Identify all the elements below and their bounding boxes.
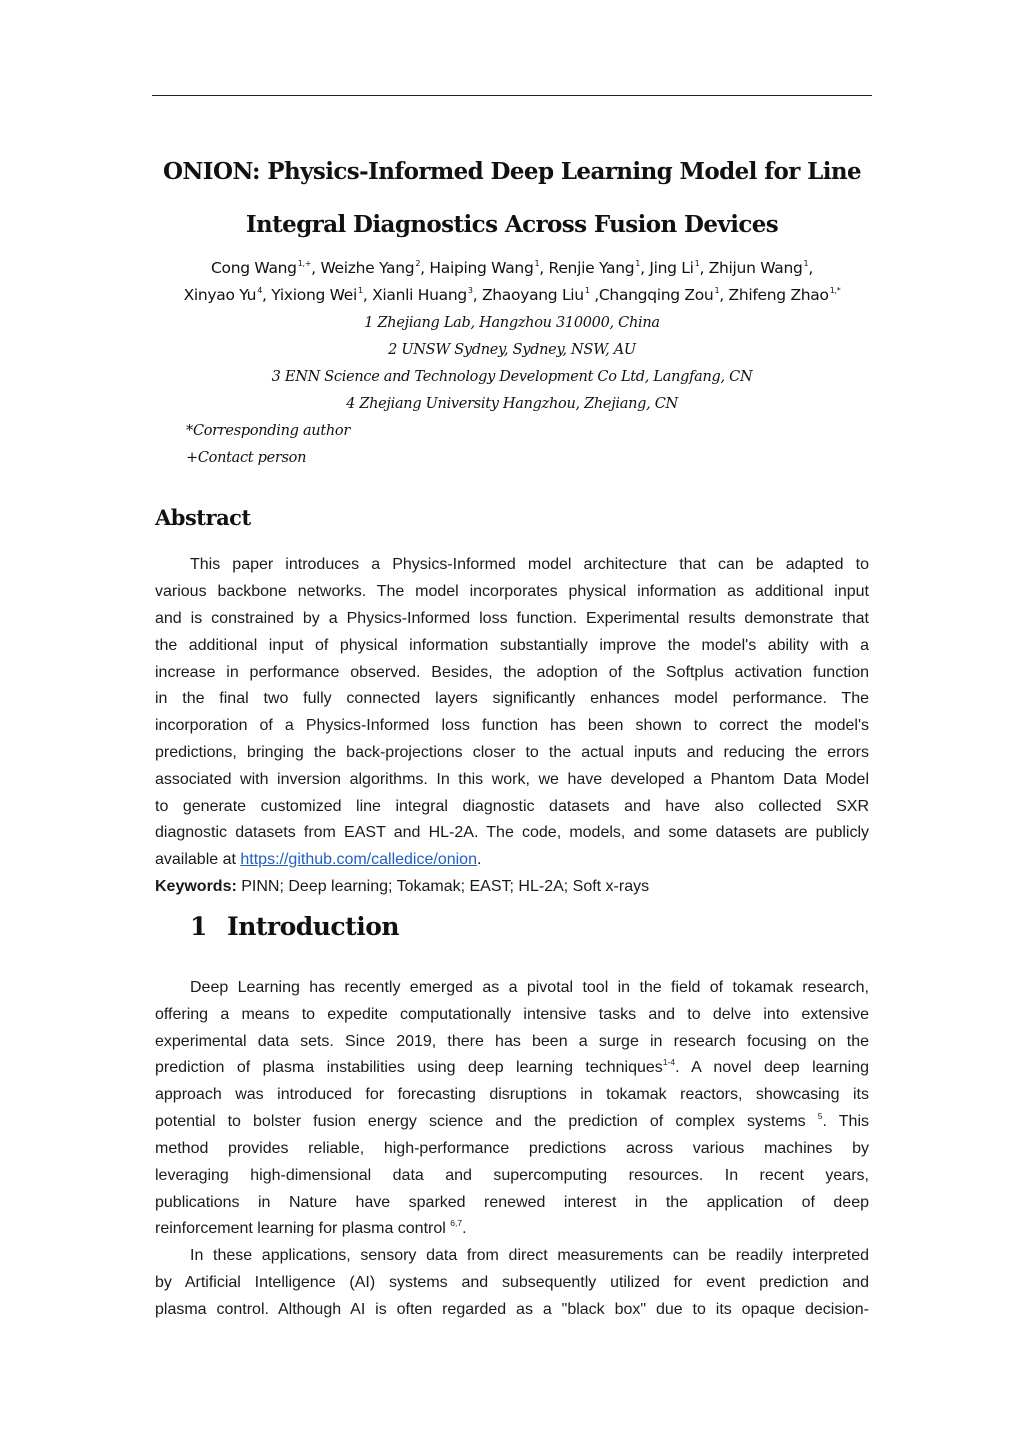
intro-line: plasma control. Although AI is often regarded as a "black box" due to its opaque decision- <box>155 1301 869 1318</box>
author: Jing Li$^1$, <box>649 259 709 277</box>
intro-line: In these applications, sensory data from direct measurements can be readily interpreted <box>190 1247 869 1264</box>
citation: 6,7 <box>450 1218 463 1228</box>
keywords-label: Keywords: <box>155 878 237 895</box>
intro-line: reinforcement learning for plasma control $^{6,7}$. <box>155 1218 467 1237</box>
abstract-line: associated with inversion algorithms. In this work, we have developed a Phantom Data Model <box>155 771 869 788</box>
author-list-line-1 <box>140 259 884 277</box>
citation: 1-4 <box>662 1057 676 1067</box>
abstract-line: the additional input of physical information substantially improve the model's ability with a <box>155 637 869 654</box>
author: Changqing Zou$^1$, <box>598 286 729 304</box>
intro-line: method provides reliable, high-performance predictions across various machines by <box>155 1140 869 1157</box>
abstract-line: increase in performance observed. Besides, the adoption of the Softplus activation function <box>155 664 869 681</box>
github-link[interactable]: https://github.com/calledice/onion <box>240 851 477 868</box>
abstract-line: various backbone networks. The model incorporates physical information as additional input <box>155 583 869 600</box>
author: Haiping Wang$^1$, <box>429 259 549 277</box>
keywords-line <box>155 877 869 897</box>
intro-line: offering a means to expedite computationally intensive tasks and to delve into extensive <box>155 1006 869 1023</box>
intro-line: leveraging high-dimensional data and supercomputing resources. In recent years, <box>155 1167 869 1184</box>
author: Xianli Huang$^3$, <box>372 286 482 304</box>
author: Xinyao Yu$^4$, <box>183 286 272 304</box>
intro-line: potential to bolster fusion energy science and the prediction of complex systems $^5$. This <box>155 1111 869 1130</box>
author: Renjie Yang$^1$, <box>548 259 650 277</box>
contact-person-note: +Contact person <box>186 450 307 466</box>
header-rule <box>152 95 872 96</box>
introduction-heading <box>190 912 399 941</box>
abstract-line: in the final two fully connected layers significantly enhances model performance. The <box>155 690 869 707</box>
abstract-heading: Abstract <box>155 505 251 530</box>
abstract-line: predictions, bringing the back-projections closer to the actual inputs and reducing the errors <box>155 744 869 761</box>
paper-title-line-2: Integral Diagnostics Across Fusion Devices <box>245 211 779 238</box>
author-list-line-2 <box>140 286 884 304</box>
author: Zhaoyang Liu$^1$ , <box>481 286 599 304</box>
abstract-line: This paper introduces a Physics-Informed model architecture that can be adapted to <box>190 556 869 573</box>
intro-line: publications in Nature have sparked renewed interest in the application of deep <box>155 1194 869 1211</box>
citation: 5 <box>817 1111 823 1121</box>
affiliation-4: 4 Zhejiang University Hangzhou, Zhejiang, CN <box>346 396 678 412</box>
affiliation-3: 3 ENN Science and Technology Development Co Ltd, Langfang, CN <box>271 369 753 385</box>
abstract-last-line: available at https://github.com/calledice/onion. <box>155 851 482 868</box>
abstract-line: and is constrained by a Physics-Informed loss function. Experimental results demonstrate that <box>155 610 869 627</box>
corresponding-author-note: *Corresponding author <box>186 423 350 439</box>
author: Zhijun Wang$^1$, <box>708 259 813 277</box>
author: Cong Wang$^{1,+}$, <box>211 259 321 277</box>
keywords-text: PINN; Deep learning; Tokamak; EAST; HL-2A; Soft x-rays <box>236 878 650 895</box>
author: Yixiong Wei$^1$, <box>271 286 373 304</box>
affiliation-1: 1 Zhejiang Lab, Hangzhou 310000, China <box>364 315 660 331</box>
author: Weizhe Yang$^2$, <box>320 259 430 277</box>
intro-line: Deep Learning has recently emerged as a pivotal tool in the field of tokamak research, <box>190 979 869 996</box>
intro-line: prediction of plasma instabilities using deep learning techniques$^{1-4}$. A novel deep learning <box>155 1057 869 1076</box>
affiliation-2: 2 UNSW Sydney, Sydney, NSW, AU <box>388 342 636 358</box>
abstract-line: diagnostic datasets from EAST and HL-2A. The code, models, and some datasets are publicly <box>155 824 869 841</box>
paper-title-line-1: ONION: Physics-Informed Deep Learning Model for Line <box>162 158 862 185</box>
intro-line: approach was introduced for forecasting disruptions in tokamak reactors, showcasing its <box>155 1086 869 1103</box>
section-number: 1 <box>190 912 207 941</box>
intro-line: experimental data sets. Since 2019, there has been a surge in research focusing on the <box>155 1033 869 1050</box>
abstract-line: incorporation of a Physics-Informed loss function has been shown to correct the model's <box>155 717 869 734</box>
section-title: Introduction <box>227 912 400 941</box>
intro-line: by Artificial Intelligence (AI) systems and subsequently utilized for event prediction and <box>155 1274 869 1291</box>
author: Zhifeng Zhao$^{1,*}$ <box>728 286 841 304</box>
abstract-line: to generate customized line integral diagnostic datasets and have also collected SXR <box>155 798 869 815</box>
